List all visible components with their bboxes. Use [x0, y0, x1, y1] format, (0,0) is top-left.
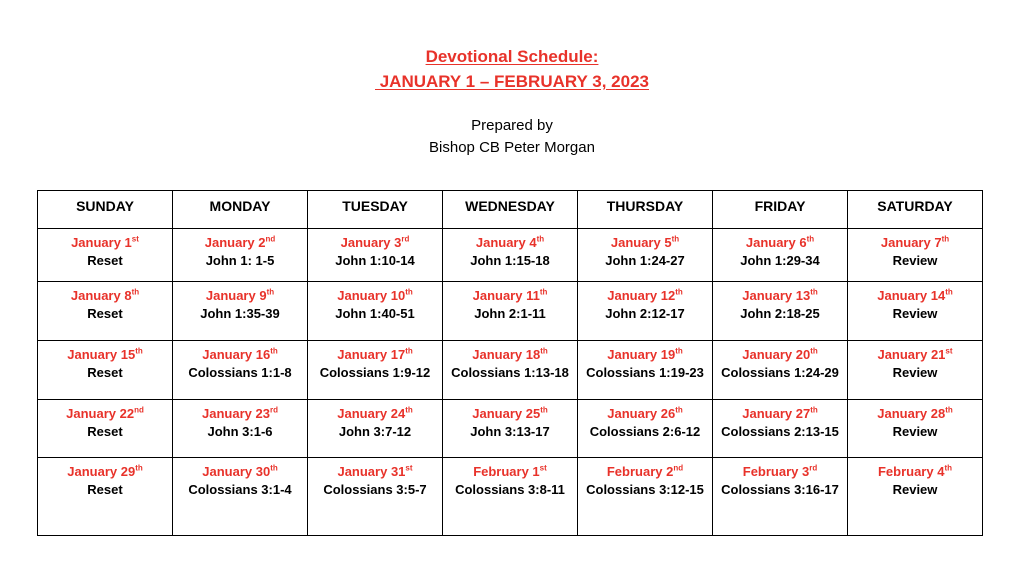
date-text: January 21 [877, 346, 946, 362]
date-text: January 27 [742, 405, 811, 421]
scripture-reading: Reset [87, 423, 123, 439]
schedule-date-range: JANUARY 1 – FEBRUARY 3, 2023 [375, 72, 649, 91]
date-text: January 13 [742, 288, 811, 304]
scripture-reading: John 1:40-51 [335, 306, 415, 322]
date-ordinal-suffix: nd [673, 463, 684, 473]
day-cell [578, 282, 713, 341]
day-date [578, 234, 712, 252]
week-row [38, 399, 983, 458]
scripture-reading: Review [892, 482, 938, 498]
date-ordinal-suffix: nd [134, 405, 144, 415]
date-ordinal-suffix: st [539, 463, 547, 473]
date-text: February 1 [473, 464, 540, 480]
day-cell [713, 282, 848, 341]
scripture-reading: John 2:18-25 [740, 306, 820, 322]
day-date [848, 405, 982, 423]
scripture-reading: John 3:7-12 [338, 423, 412, 439]
date-text: January 29 [67, 464, 136, 480]
date-text: January 11 [472, 288, 540, 304]
schedule-title: Devotional Schedule: [425, 47, 599, 66]
day-cell [308, 458, 443, 536]
date-text: January 26 [607, 405, 676, 421]
day-cell [578, 340, 713, 399]
day-cell [578, 399, 713, 458]
date-text: January 4 [475, 235, 537, 250]
date-text: January 5 [610, 235, 672, 250]
date-ordinal-suffix: th [135, 346, 143, 356]
date-text: January 19 [607, 346, 676, 362]
day-cell [848, 399, 983, 458]
day-date [578, 405, 712, 423]
date-text: February 2 [606, 464, 674, 480]
date-ordinal-suffix: th [540, 346, 548, 356]
day-date [173, 463, 307, 481]
day-date [308, 287, 442, 305]
author-name: Bishop CB Peter Morgan [429, 139, 595, 156]
date-ordinal-suffix: th [941, 234, 950, 244]
day-date [713, 234, 847, 252]
date-text: January 7 [880, 235, 942, 250]
date-text: January 15 [67, 346, 136, 362]
week-row [38, 458, 983, 536]
date-ordinal-suffix: th [405, 287, 413, 297]
date-ordinal-suffix: st [405, 463, 413, 473]
week-row [38, 229, 983, 282]
week-row [38, 340, 983, 399]
date-text: January 18 [472, 346, 541, 362]
date-text: January 9 [205, 288, 267, 304]
day-date [848, 287, 982, 305]
day-cell [848, 340, 983, 399]
date-ordinal-suffix: th [266, 287, 275, 297]
day-cell [38, 282, 173, 341]
date-text: January 20 [742, 346, 811, 362]
date-ordinal-suffix: th [671, 234, 680, 244]
day-cell [713, 340, 848, 399]
scripture-reading: Colossians 3:8-11 [455, 482, 565, 498]
date-text: January 10 [337, 288, 406, 304]
day-cell [173, 340, 308, 399]
scripture-reading: John 1:29-34 [740, 253, 820, 268]
day-cell [848, 458, 983, 536]
date-text: February 4 [877, 464, 945, 480]
day-date [578, 287, 712, 305]
day-date [443, 346, 577, 364]
day-cell [173, 229, 308, 282]
day-header-monday: MONDAY [173, 191, 308, 229]
scripture-reading: Review [892, 306, 938, 322]
day-cell [38, 399, 173, 458]
date-text: February 3 [742, 464, 810, 480]
day-date [173, 346, 307, 364]
date-text: January 8 [70, 288, 132, 304]
day-date [38, 287, 172, 305]
day-date [713, 287, 847, 305]
date-text: January 6 [745, 235, 807, 250]
date-ordinal-suffix: th [540, 405, 548, 415]
day-date [848, 463, 982, 481]
date-ordinal-suffix: th [675, 346, 683, 356]
date-ordinal-suffix: th [806, 234, 815, 244]
day-cell [848, 282, 983, 341]
date-ordinal-suffix: th [270, 463, 278, 473]
day-date [38, 463, 172, 481]
scripture-reading: Colossians 3:1-4 [188, 482, 292, 498]
prepared-by-block [0, 115, 1024, 159]
date-ordinal-suffix: th [539, 287, 548, 297]
week-row [38, 282, 983, 341]
date-text: January 25 [472, 405, 541, 421]
date-ordinal-suffix: th [675, 405, 683, 415]
day-date [848, 234, 982, 252]
day-cell [578, 229, 713, 282]
date-ordinal-suffix: th [536, 234, 545, 244]
day-date [38, 234, 172, 252]
day-cell [713, 229, 848, 282]
scripture-reading: John 1:10-14 [335, 253, 415, 268]
date-ordinal-suffix: st [945, 346, 953, 356]
date-ordinal-suffix: th [945, 287, 953, 297]
day-date [308, 405, 442, 423]
date-text: January 14 [877, 288, 946, 304]
day-cell [443, 340, 578, 399]
scripture-reading: Reset [87, 364, 123, 380]
day-date [578, 346, 712, 364]
day-cell [713, 399, 848, 458]
scripture-reading: Colossians 1:13-18 [451, 364, 569, 380]
date-text: January 23 [202, 405, 270, 421]
day-cell [443, 399, 578, 458]
scripture-reading: Colossians 1:24-29 [721, 364, 839, 380]
date-text: January 1 [71, 235, 132, 250]
date-ordinal-suffix: th [270, 346, 278, 356]
scripture-reading: Colossians 2:13-15 [721, 423, 839, 439]
day-cell [443, 282, 578, 341]
schedule-body [38, 229, 983, 536]
date-ordinal-suffix: rd [401, 234, 410, 244]
date-text: January 16 [202, 346, 271, 362]
day-cell [308, 399, 443, 458]
scripture-reading: John 2:12-17 [605, 306, 685, 322]
day-header-tuesday: TUESDAY [308, 191, 443, 229]
date-text: January 2 [204, 235, 266, 250]
date-ordinal-suffix: st [131, 234, 139, 244]
schedule-table [37, 190, 983, 536]
scripture-reading: Colossians 3:16-17 [721, 482, 839, 498]
day-date [173, 287, 307, 305]
scripture-reading: Colossians 1:19-23 [586, 364, 704, 380]
day-cell [38, 340, 173, 399]
day-date [308, 346, 442, 364]
day-date [713, 405, 847, 423]
day-date [308, 463, 442, 481]
date-ordinal-suffix: th [675, 287, 683, 297]
day-cell [578, 458, 713, 536]
day-cell [308, 340, 443, 399]
date-text: January 12 [607, 288, 676, 304]
date-text: January 24 [337, 405, 406, 421]
date-ordinal-suffix: th [135, 463, 143, 473]
scripture-reading: Review [892, 253, 938, 268]
day-date [443, 463, 577, 481]
day-date [173, 234, 307, 252]
date-ordinal-suffix: th [405, 405, 413, 415]
scripture-reading: John 3:13-17 [470, 423, 550, 439]
scripture-reading: Colossians 1:1-8 [188, 364, 292, 380]
scripture-reading: Reset [87, 482, 123, 498]
scripture-reading: John 1:24-27 [605, 253, 685, 268]
day-cell [173, 282, 308, 341]
day-header-friday: FRIDAY [713, 191, 848, 229]
day-cell [173, 399, 308, 458]
date-text: January 17 [337, 346, 406, 362]
scripture-reading: John 1:15-18 [470, 253, 550, 268]
date-ordinal-suffix: nd [265, 234, 276, 244]
scripture-reading: John 2:1-11 [474, 306, 546, 322]
date-ordinal-suffix: th [945, 405, 953, 415]
scripture-reading: Colossians 3:12-15 [586, 482, 704, 498]
day-header-saturday: SATURDAY [848, 191, 983, 229]
date-ordinal-suffix: rd [269, 405, 278, 415]
date-ordinal-suffix: rd [809, 463, 818, 473]
day-cell [848, 229, 983, 282]
day-header-wednesday: WEDNESDAY [443, 191, 578, 229]
date-ordinal-suffix: th [405, 346, 413, 356]
title-block [0, 44, 1024, 94]
date-ordinal-suffix: th [944, 463, 953, 473]
day-cell [443, 458, 578, 536]
day-date [308, 234, 442, 252]
scripture-reading: Reset [87, 253, 123, 268]
scripture-reading: Review [892, 364, 938, 380]
date-ordinal-suffix: th [810, 346, 818, 356]
day-date [713, 346, 847, 364]
day-cell [38, 229, 173, 282]
scripture-reading: John 1:35-39 [200, 306, 280, 322]
day-cell [308, 282, 443, 341]
day-cell [713, 458, 848, 536]
day-date [713, 463, 847, 481]
date-ordinal-suffix: th [810, 287, 818, 297]
day-header-sunday: SUNDAY [38, 191, 173, 229]
day-cell [443, 229, 578, 282]
date-text: January 22 [66, 405, 135, 421]
scripture-reading: John 3:1-6 [207, 423, 273, 439]
day-date [443, 234, 577, 252]
day-date [578, 463, 712, 481]
scripture-reading: Colossians 3:5-7 [323, 482, 427, 498]
day-header-thursday: THURSDAY [578, 191, 713, 229]
date-ordinal-suffix: th [131, 287, 140, 297]
scripture-reading: Review [892, 423, 938, 439]
date-ordinal-suffix: th [810, 405, 818, 415]
scripture-reading: Colossians 1:9-12 [319, 364, 431, 380]
day-date [173, 405, 307, 423]
scripture-reading: Reset [87, 306, 123, 322]
date-text: January 3 [340, 235, 402, 250]
prepared-by-label: Prepared by [471, 117, 553, 134]
day-cell [308, 229, 443, 282]
day-cell [38, 458, 173, 536]
day-date [443, 405, 577, 423]
day-date [38, 405, 172, 423]
day-cell [173, 458, 308, 536]
date-text: January 28 [877, 405, 946, 421]
date-text: January 30 [202, 464, 271, 480]
day-header-row [38, 191, 983, 229]
scripture-reading: Colossians 2:6-12 [589, 423, 701, 439]
day-date [38, 346, 172, 364]
date-text: January 31 [337, 464, 406, 480]
scripture-reading: John 1: 1-5 [205, 253, 275, 268]
day-date [848, 346, 982, 364]
day-date [443, 287, 577, 305]
